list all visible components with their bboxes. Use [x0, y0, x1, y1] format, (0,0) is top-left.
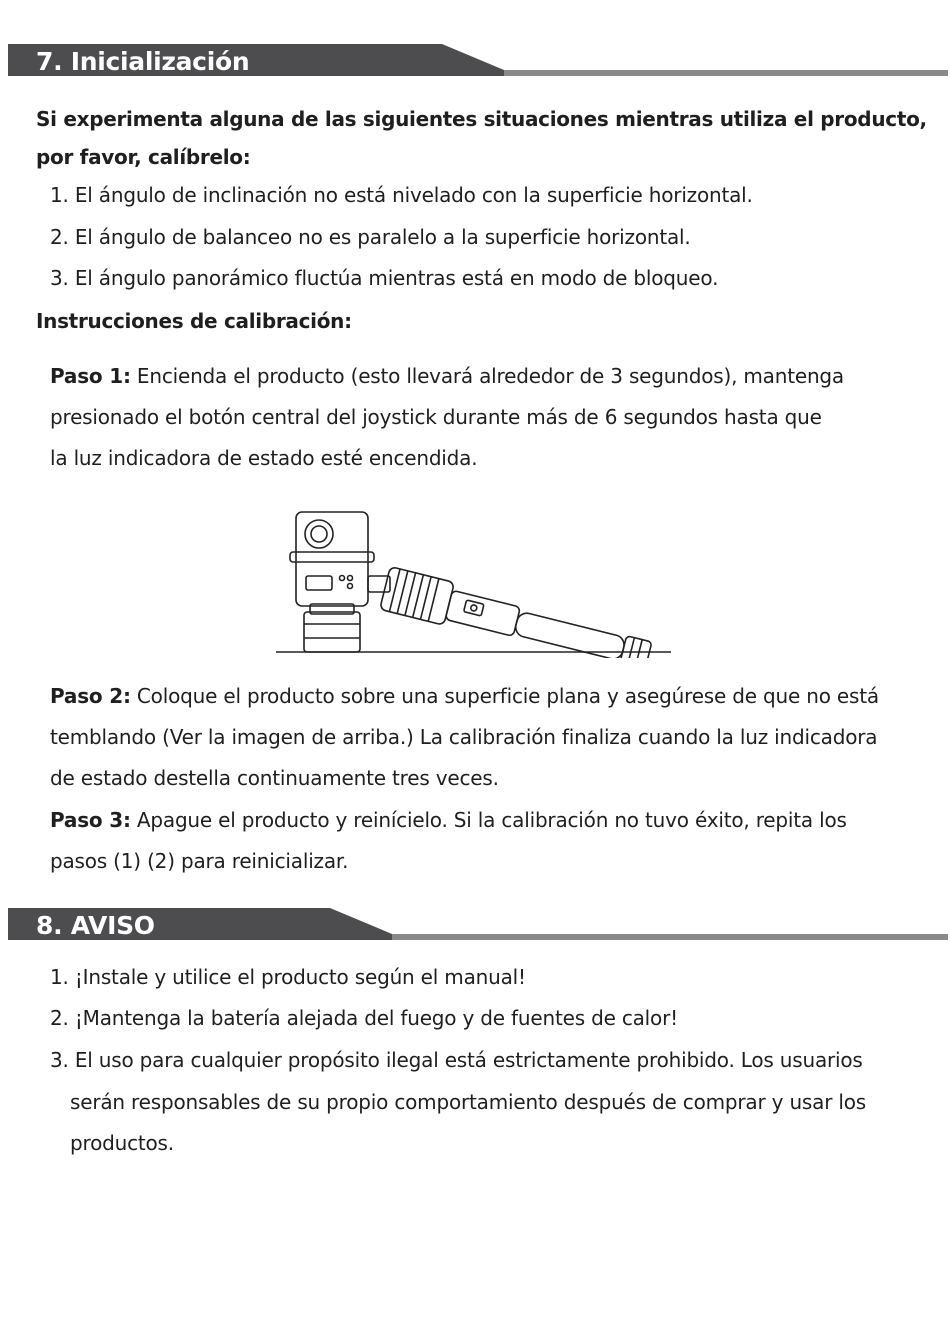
step-3-text: Apague el producto y reinícielo. Si la calibración no tuvo éxito, repita los: [130, 808, 847, 832]
tilt-motor: [380, 567, 455, 626]
step-2-line-1: [50, 676, 879, 717]
handle-shaft: [514, 611, 627, 658]
notice-item-1: 1. ¡Instale y utilice el producto según el manual!: [50, 965, 526, 989]
situation-item-2: 2. El ángulo de balanceo no es paralelo a la superficie horizontal.: [50, 225, 691, 249]
camera-lens: [305, 520, 333, 548]
step-1-text: Encienda el producto (esto llevará alrededor de 3 segundos), mantenga: [130, 364, 844, 388]
step-3-line-1: [50, 800, 847, 841]
intro-line-2: por favor, calíbrelo:: [36, 145, 251, 169]
step-2-line-3: de estado destella continuamente tres veces.: [50, 766, 499, 790]
notice-item-3-line-2: serán responsables de su propio comportamiento después de comprar y usar los: [70, 1090, 866, 1114]
section-7-title: 7. Inicialización: [36, 47, 250, 76]
situation-item-3: 3. El ángulo panorámico fluctúa mientras está en modo de bloqueo.: [50, 266, 719, 290]
section-7-header: [8, 44, 948, 78]
handle-cap: [620, 636, 652, 658]
instructions-title: Instrucciones de calibración:: [36, 309, 352, 333]
base-motor: [304, 612, 360, 652]
handle-grip: [445, 590, 520, 636]
notice-item-3-line-3: productos.: [70, 1131, 174, 1155]
step-1-label: Paso 1:: [50, 364, 131, 388]
notice-item-3: 3. El uso para cualquier propósito ilegal está estrictamente prohibido. Los usuarios: [50, 1048, 863, 1072]
intro-line-1: Si experimenta alguna de las siguientes situaciones mientras utiliza el producto,: [36, 107, 927, 131]
step-2-line-2: temblando (Ver la imagen de arriba.) La calibración finaliza cuando la luz indicadora: [50, 725, 878, 749]
notice-item-2: 2. ¡Mantenga la batería alejada del fuego y de fuentes de calor!: [50, 1006, 678, 1030]
joystick: [464, 600, 484, 616]
step-1-line-2: presionado el botón central del joystick durante más de 6 segundos hasta que: [50, 405, 822, 429]
step-2-label: Paso 2:: [50, 684, 131, 708]
gimbal-calibration-illustration: [276, 506, 676, 658]
step-2-text: Coloque el producto sobre una superficie plana y asegúrese de que no está: [130, 684, 879, 708]
section-8-title: 8. AVISO: [36, 911, 155, 940]
step-1-line-3: la luz indicadora de estado esté encendida.: [50, 446, 478, 470]
camera-screen: [306, 576, 332, 590]
section-8-header: [8, 908, 948, 942]
step-1-line-1: [50, 356, 844, 397]
situation-item-1: 1. El ángulo de inclinación no está nivelado con la superficie horizontal.: [50, 183, 753, 207]
step-3-line-2: pasos (1) (2) para reinicializar.: [50, 849, 349, 873]
step-3-label: Paso 3:: [50, 808, 131, 832]
